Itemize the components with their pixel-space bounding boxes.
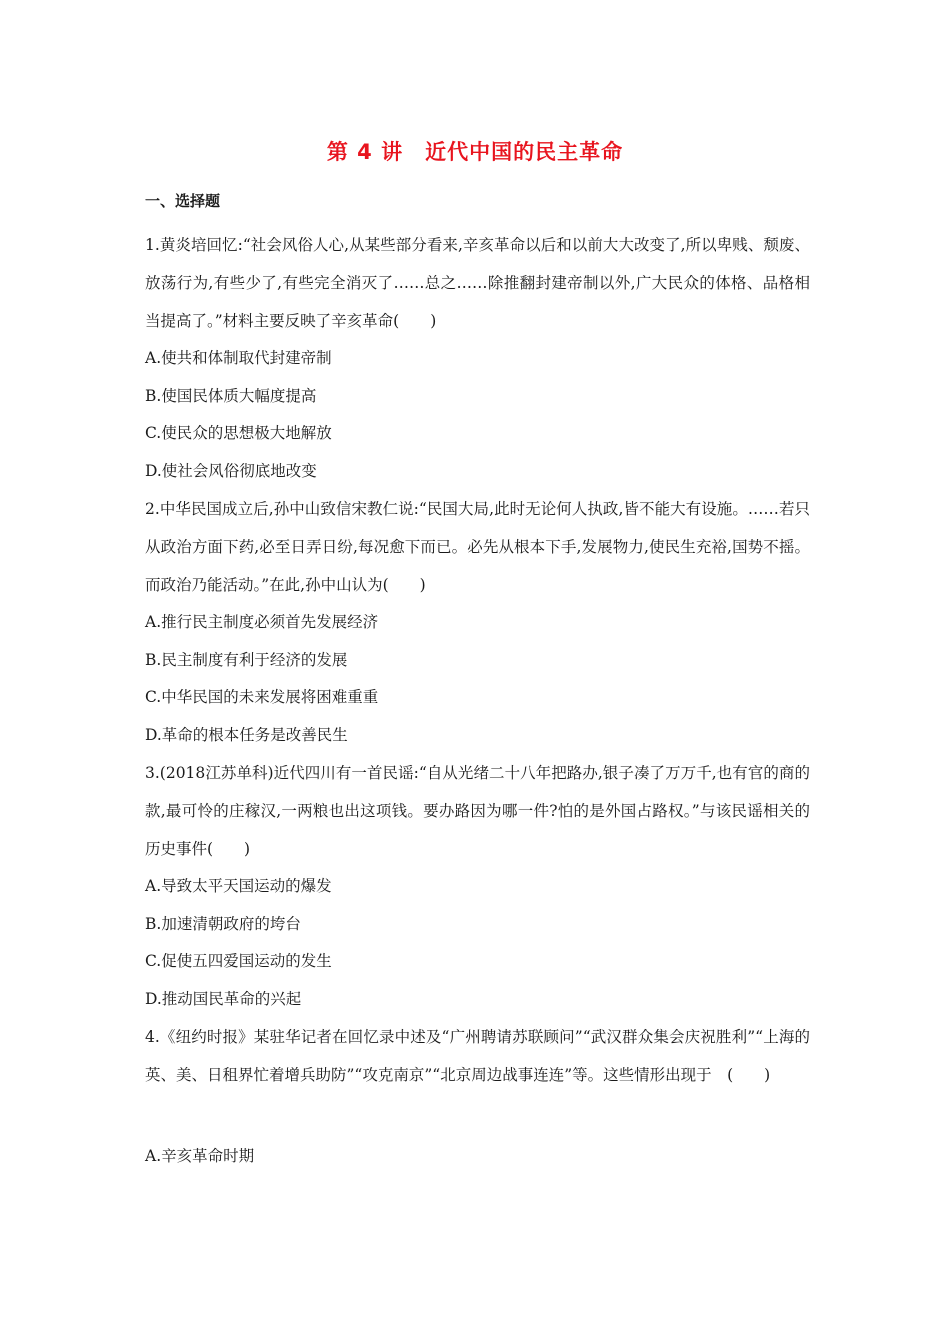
option-a: A.使共和体制取代封建帝制 — [145, 349, 332, 367]
question-3 — [145, 754, 810, 1018]
section-heading: 一、选择题 — [145, 192, 221, 210]
option-b: B.使国民体质大幅度提高 — [145, 386, 317, 405]
option-c: C.使民众的思想极大地解放 — [145, 424, 332, 442]
page-title: 第 4 讲 近代中国的民主革命 — [326, 140, 624, 164]
option-b: B.加速清朝政府的垮台 — [145, 914, 301, 933]
option-b: B.民主制度有利于经济的发展 — [145, 650, 348, 669]
option-d: D.使社会风俗彻底地改变 — [145, 461, 317, 480]
question-stem: 4.《纽约时报》某驻华记者在回忆录中述及“广州聘请苏联顾问”“武汉群众集会庆祝胜利”“上海的英、美、日租界忙着增兵助防”“攻克南京”“北京周边战事连连”等。这些情形出现于 ( ) — [145, 1028, 810, 1084]
question-list — [145, 226, 810, 1176]
option-c: C.促使五四爱国运动的发生 — [145, 952, 332, 970]
option-a: A.辛亥革命时期 — [145, 1147, 255, 1165]
option-a: A.导致太平天国运动的爆发 — [145, 877, 332, 895]
question-4 — [145, 1018, 810, 1176]
option-d: D.推动国民革命的兴起 — [145, 989, 302, 1008]
question-stem: 2.中华民国成立后,孙中山致信宋教仁说:“民国大局,此时无论何人执政,皆不能大有设施。……若只从政治方面下药,必至日弄日纷,每况愈下而已。必先从根本下手,发展物力,使民生充裕,国势不摇。而政治乃能活动。”在此,孙中山认为( ) — [145, 500, 810, 594]
blank-space — [145, 1094, 810, 1138]
option-c: C.中华民国的未来发展将困难重重 — [145, 688, 379, 706]
option-d: D.革命的根本任务是改善民生 — [145, 725, 348, 744]
question-stem: 3.(2018江苏单科)近代四川有一首民谣:“自从光绪二十八年把路办,银子凑了万万千,也有官的商的款,最可怜的庄稼汉,一两粮也出这项钱。要办路因为哪一件?怕的是外国占路权。”与该民谣相关的历史事件( ) — [145, 764, 810, 858]
question-2 — [145, 490, 810, 754]
question-1 — [145, 226, 810, 490]
option-a: A.推行民主制度必须首先发展经济 — [145, 613, 379, 631]
question-stem: 1.黄炎培回忆:“社会风俗人心,从某些部分看来,辛亥革命以后和以前大大改变了,所以卑贱、颓废、放荡行为,有些少了,有些完全消灭了……总之……除推翻封建帝制以外,广大民众的体格、品格相当提高了。”材料主要反映了辛亥革命( ) — [145, 236, 810, 330]
